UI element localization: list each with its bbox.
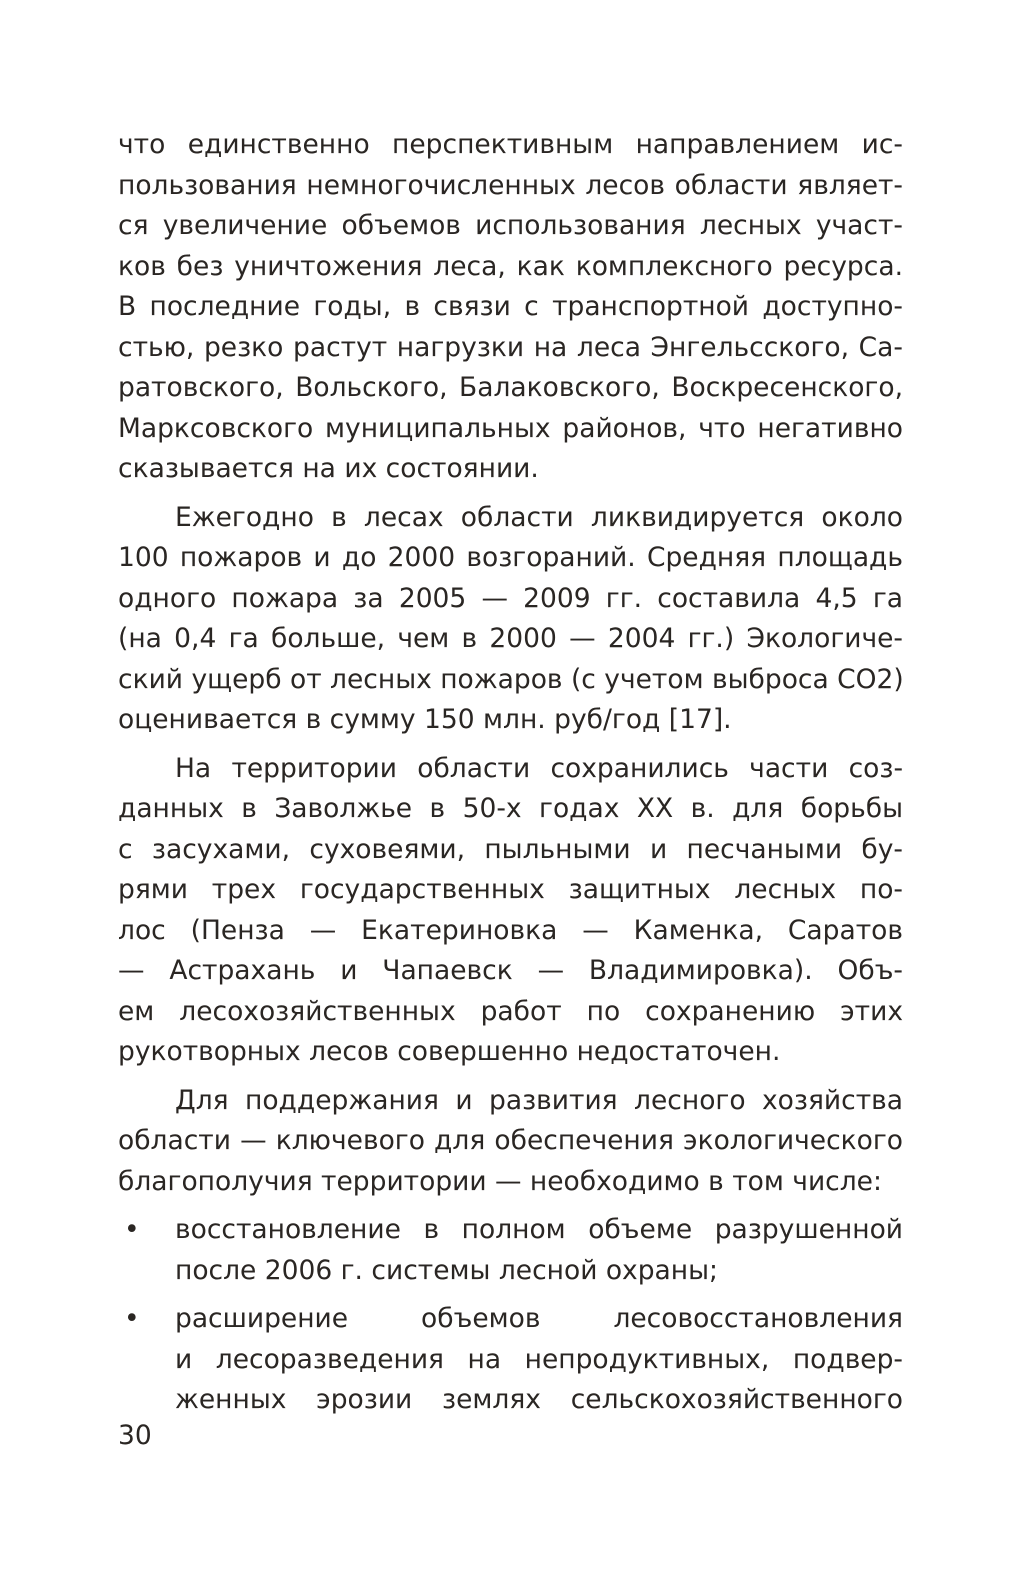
- text-line: ся увеличение объемов использования лесных участ-: [118, 210, 903, 241]
- text-line: данных в Заволжье в 50-х годах XX в. для борьбы: [118, 793, 903, 824]
- text-line: Ежегодно в лесах области ликвидируется около: [175, 501, 903, 533]
- text-line: одного пожара за 2005 — 2009 гг. составила 4,5 га: [118, 582, 903, 614]
- text-line: На территории области сохранились части соз-: [175, 752, 903, 784]
- text-line: ков без уничтожения леса, как комплексного ресурса.: [118, 250, 903, 282]
- bullet-item: [118, 1299, 903, 1421]
- text-line: лос (Пенза — Екатериновка — Каменка, Саратов: [118, 914, 903, 946]
- bullet-item: [118, 1210, 903, 1291]
- text-line: 100 пожаров и до 2000 возгораний. Средняя площадь: [118, 542, 903, 573]
- text-line: ратовского, Вольского, Балаковского, Воскресенского,: [118, 372, 903, 403]
- text-line: и лесоразведения на непродуктивных, подвер-: [175, 1343, 903, 1375]
- paragraph: [118, 1081, 903, 1203]
- page-body: [118, 125, 903, 1421]
- text-line: восстановление в полном объеме разрушенной: [175, 1214, 903, 1245]
- text-line: благополучия территории — необходимо в том числе:: [118, 1165, 882, 1197]
- text-line: ем лесохозяйственных работ по сохранению этих: [118, 995, 903, 1027]
- paragraph-spacer: [118, 1202, 903, 1210]
- text-line: Марксовского муниципальных районов, что негативно: [118, 412, 903, 444]
- text-line: Для поддержания и развития лесного хозяйства: [175, 1084, 903, 1116]
- text-line: рями трех государственных защитных лесных по-: [118, 874, 903, 905]
- bullet-icon: •: [124, 1303, 140, 1334]
- page-number: 30: [118, 1420, 152, 1451]
- text-line: расширение объемов лесовосстановления: [175, 1303, 903, 1334]
- paragraph-spacer: [118, 1291, 903, 1299]
- paragraph-spacer: [118, 741, 903, 749]
- text-line: области — ключевого для обеспечения экологического: [118, 1125, 903, 1156]
- text-line: оценивается в сумму 150 млн. руб/год [17].: [118, 704, 732, 735]
- text-line: рукотворных лесов совершенно недостаточен.: [118, 1036, 781, 1067]
- paragraph: [118, 498, 903, 741]
- paragraph-spacer: [118, 490, 903, 498]
- text-line: В последние годы, в связи с транспортной доступно-: [118, 291, 903, 322]
- paragraph: [118, 125, 903, 490]
- text-line: что единственно перспективным направлением ис-: [118, 129, 903, 160]
- paragraph: [118, 749, 903, 1073]
- text-line: с засухами, суховеями, пыльными и песчаными бу-: [118, 833, 903, 865]
- text-line: после 2006 г. системы лесной охраны;: [175, 1254, 718, 1286]
- text-line: ский ущерб от лесных пожаров (с учетом выброса СО2): [118, 663, 904, 695]
- text-line: сказывается на их состоянии.: [118, 453, 539, 484]
- bullet-icon: •: [124, 1214, 140, 1245]
- text-line: (на 0,4 га больше, чем в 2000 — 2004 гг.) Экологиче-: [118, 623, 903, 654]
- text-line: женных эрозии землях сельскохозяйственного: [175, 1384, 903, 1415]
- paragraph-spacer: [118, 1073, 903, 1081]
- text-line: — Астрахань и Чапаевск — Владимировка). Объ-: [118, 955, 903, 986]
- text-line: пользования немногочисленных лесов области являет-: [118, 169, 903, 201]
- text-line: стью, резко растут нагрузки на леса Энгельсского, Са-: [118, 331, 903, 363]
